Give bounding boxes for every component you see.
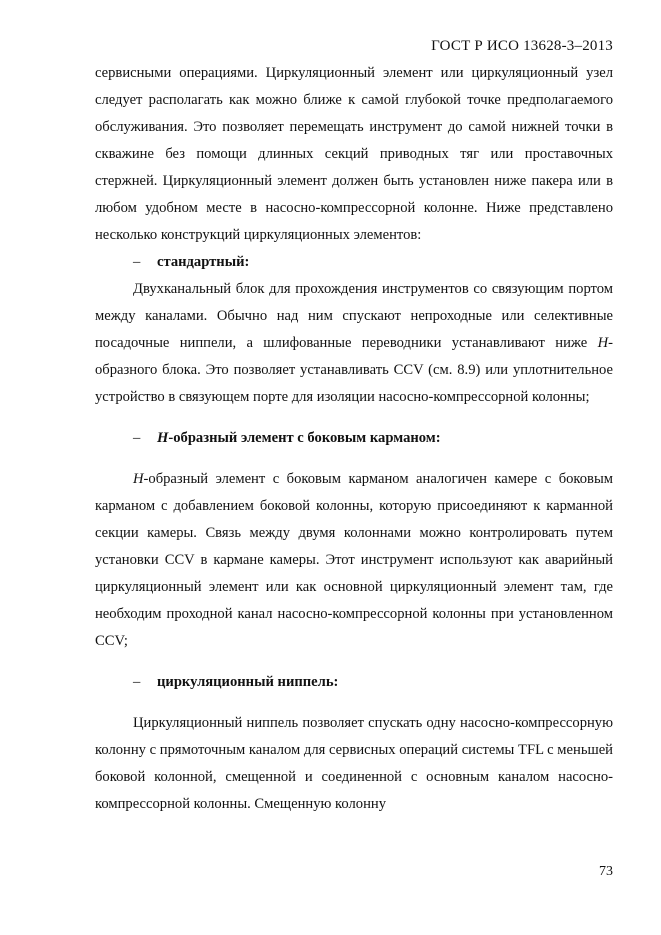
- document-standard-header: ГОСТ Р ИСО 13628-3–2013: [431, 38, 613, 54]
- paragraph-standard-italic: Н: [597, 335, 609, 351]
- paragraph-circulation-nipple: Циркуляционный ниппель позволяет спускать одну насосно-компрессорную колонну с прямоточным каналом для сервисных операций системы TFL с меньшей боковой колонной, смещенной и соединенной с основным каналом насосно-компрессорной колонны. Смещенную колонну: [95, 715, 613, 812]
- paragraph-h-side-pocket: [95, 466, 613, 655]
- bullet-standard: [95, 249, 613, 276]
- bullet-circulation-nipple-label: циркуляционный ниппель:: [157, 674, 339, 690]
- page-number: 73: [599, 864, 613, 879]
- bullet-standard-label: стандартный:: [157, 254, 250, 270]
- paragraph-standard-text-a: Двухканальный блок для прохождения инструментов со связующим портом между каналами. Обычно над ним спускают непроходные или селективные посадочные ниппели, а шлифованные переводники устанавливают ниже: [95, 281, 613, 351]
- bullet-h-text: -образный элемент с боковым карманом:: [168, 430, 441, 446]
- paragraph-h-text: -образный элемент с боковым карманом аналогичен камере с боковым карманом с добавлением боковой колонны, которую присоединяют к карманной секции камеры. Связь между двумя колоннами можно контролировать путем установки CCV в кармане камеры. Этот инструмент используют как аварийный циркуляционный элемент или как основной циркуляционный элемент там, где необходим проходной канал насосно-компрессорной колонны при установленном CCV;: [95, 471, 613, 649]
- paragraph-standard: [95, 276, 613, 411]
- page-body: [95, 60, 613, 818]
- bullet-h-italic: Н: [157, 430, 169, 446]
- bullet-dash: –: [133, 254, 141, 270]
- paragraph-standard-text-b: -образного блока. Это позволяет устанавливать CCV (см. 8.9) или уплотнительное устройство в связующем порте для изоляции насосно-компрессорной колонны;: [95, 335, 613, 405]
- bullet-circulation-nipple: [95, 669, 613, 696]
- bullet-h-side-pocket-label: [157, 425, 441, 452]
- bullet-dash: –: [133, 674, 141, 690]
- bullet-h-side-pocket: [95, 425, 613, 452]
- paragraph-h-italic: Н: [133, 471, 144, 487]
- paragraph-circulation-intro: сервисными операциями. Циркуляционный элемент или циркуляционный узел следует располагать как можно ближе к самой глубокой точке предполагаемого обслуживания. Это позволяет перемещать инструмент до самой нижней точки в скважине без помощи длинных секций приводных тяг или проставочных стержней. Циркуляционный элемент должен быть установлен ниже пакера или в любом удобном месте в насосно-компрессорной колонне. Ниже представлено несколько конструкций циркуляционных элементов:: [95, 65, 613, 243]
- bullet-dash: –: [133, 430, 141, 446]
